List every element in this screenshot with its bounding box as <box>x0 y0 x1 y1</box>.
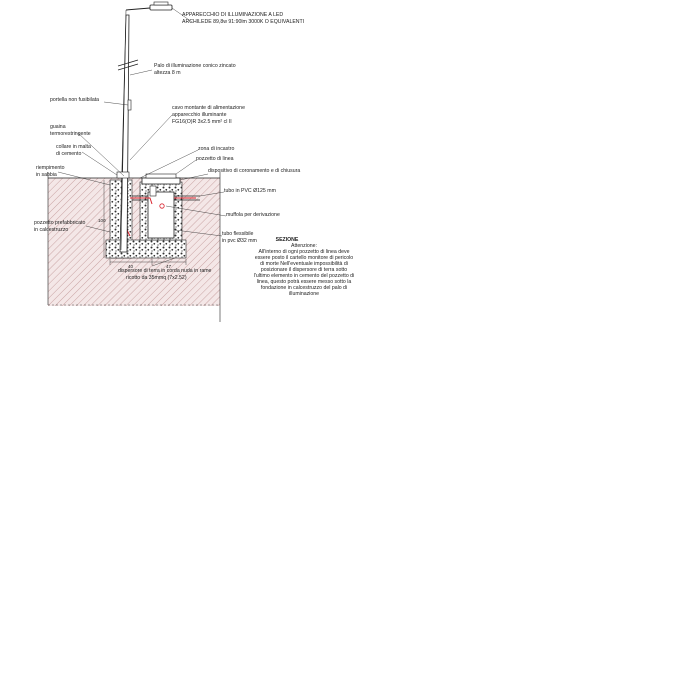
junction-label: muffola per derivazione <box>226 212 280 218</box>
precast-label-1: pozzetto prefabbricato <box>34 220 86 226</box>
luminaire-label-2: ARCHILEDE 89,8w 91:90lm 3000K O EQUIVALENTI <box>182 19 305 25</box>
earth-label-2: ricotto da 35mmq (7x2.52) <box>126 275 187 281</box>
door-label: portella non fusibilata <box>50 97 100 103</box>
dim-40: 40 <box>128 264 134 269</box>
door-hatch <box>128 100 131 110</box>
line-manhole-label: pozzetto di linea <box>196 156 234 162</box>
cover-device-label: dispositivo di coronamento e di chiusura <box>208 168 301 174</box>
note-line: essere posto il cartello monitore di pericolo <box>254 255 354 261</box>
luminaire <box>126 2 172 10</box>
cable-label-3: FG16(O)R 3x2.5 mm² cl II <box>172 119 232 125</box>
cable-label-2: apparecchio illuminante <box>172 112 227 118</box>
collar-label-2: di cemento <box>56 151 82 157</box>
fixing-zone-label: zona di incastro <box>198 146 235 152</box>
sleeve-label-2: termorestringente <box>50 131 91 137</box>
fill-label-2: in sabbia <box>36 172 57 178</box>
dim-47: 47 <box>166 264 172 269</box>
flex-pipe-label-1: tubo flessibile <box>222 231 254 237</box>
cable-label-1: cavo montante di alimentazione <box>172 105 245 111</box>
note-line: fondazione in calcestruzzo del palo di <box>260 285 348 291</box>
flex-pipe-label-2: in pvc Ø32 mm <box>222 238 257 244</box>
sleeve-label-1: guaina <box>50 124 66 130</box>
note-title: SEZIONE <box>275 237 299 243</box>
note-line: All'interno di ogni pozzetto di linea deve <box>258 249 350 255</box>
earth-label-1: dispersore di terra in corda nuda in rame <box>118 268 212 274</box>
section-note <box>254 237 354 297</box>
luminaire-label-1: APPARECCHIO DI ILLUMINAZIONE A LED <box>182 12 284 18</box>
pole-label-2: altezza 8 m <box>154 70 181 76</box>
collar-label-1: collare in malta <box>56 144 91 150</box>
note-line: linea, questo potrà essere messo sotto la <box>256 279 352 285</box>
precast-label-2: in calcestruzzo <box>34 227 69 233</box>
note-line: Attenzione: <box>291 243 317 249</box>
pvc-pipe-label: tubo in PVC Ø125 mm <box>224 188 276 194</box>
note-line: posizionare il dispersore di terra sotto <box>260 267 348 273</box>
note-line: illuminazione <box>289 291 319 297</box>
dim-100: 100 <box>98 218 106 223</box>
pole-label-1: Palo di illuminazione conico zincato <box>154 63 236 69</box>
note-line: di morte Nell'eventuale impossibilità di <box>260 261 348 267</box>
fill-label-1: riempimento <box>36 165 65 171</box>
note-line: l'ultimo elemento in cemento del pozzetto di <box>253 273 355 279</box>
